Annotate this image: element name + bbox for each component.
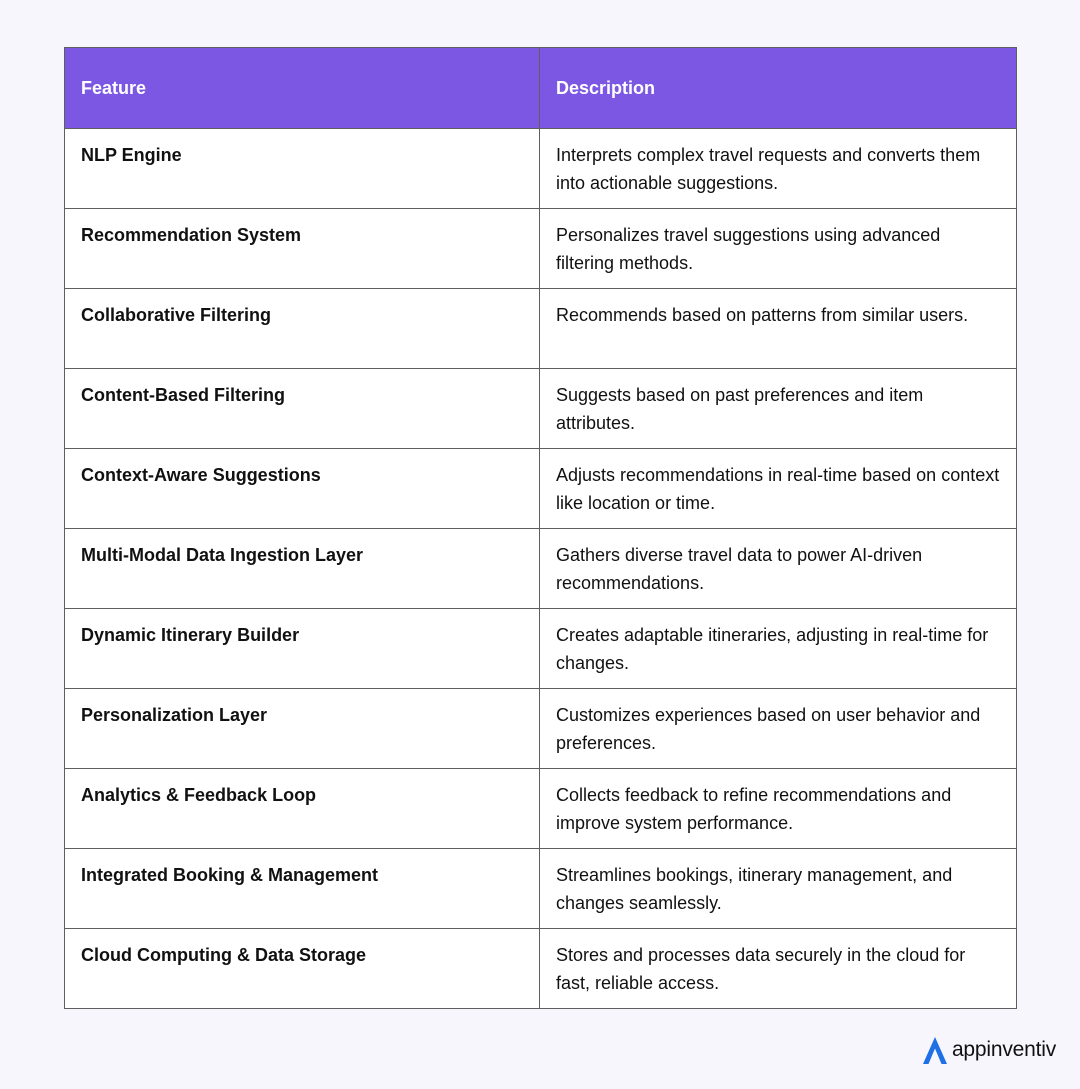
description-cell: Stores and processes data securely in the cloud for fast, reliable access.: [540, 929, 1017, 1009]
feature-cell: Multi-Modal Data Ingestion Layer: [65, 529, 540, 609]
table-row: [65, 849, 1017, 929]
description-cell: Gathers diverse travel data to power AI-driven recommendations.: [540, 529, 1017, 609]
feature-cell: Analytics & Feedback Loop: [65, 769, 540, 849]
table-row: [65, 609, 1017, 689]
description-cell: Creates adaptable itineraries, adjusting in real-time for changes.: [540, 609, 1017, 689]
table-row: [65, 929, 1017, 1009]
description-cell: Recommends based on patterns from similar users.: [540, 289, 1017, 369]
feature-column-header: Feature: [65, 48, 540, 129]
feature-cell: NLP Engine: [65, 129, 540, 209]
feature-cell: Recommendation System: [65, 209, 540, 289]
description-cell: Customizes experiences based on user behavior and preferences.: [540, 689, 1017, 769]
feature-cell: Dynamic Itinerary Builder: [65, 609, 540, 689]
table-row: [65, 369, 1017, 449]
feature-cell: Cloud Computing & Data Storage: [65, 929, 540, 1009]
table-row: [65, 209, 1017, 289]
table-row: [65, 529, 1017, 609]
feature-cell: Integrated Booking & Management: [65, 849, 540, 929]
table-row: [65, 769, 1017, 849]
feature-cell: Collaborative Filtering: [65, 289, 540, 369]
appinventiv-a-logo-icon: [922, 1035, 948, 1065]
table-row: [65, 289, 1017, 369]
description-cell: Collects feedback to refine recommendations and improve system performance.: [540, 769, 1017, 849]
description-cell: Streamlines bookings, itinerary management, and changes seamlessly.: [540, 849, 1017, 929]
feature-cell: Content-Based Filtering: [65, 369, 540, 449]
description-column-header: Description: [540, 48, 1017, 129]
feature-cell: Personalization Layer: [65, 689, 540, 769]
features-table: [64, 47, 1017, 1009]
feature-cell: Context-Aware Suggestions: [65, 449, 540, 529]
description-cell: Adjusts recommendations in real-time based on context like location or time.: [540, 449, 1017, 529]
table-row: [65, 129, 1017, 209]
table-row: [65, 449, 1017, 529]
description-cell: Interprets complex travel requests and converts them into actionable suggestions.: [540, 129, 1017, 209]
description-cell: Suggests based on past preferences and item attributes.: [540, 369, 1017, 449]
table-row: [65, 689, 1017, 769]
brand-name: appinventiv: [951, 1038, 1056, 1061]
brand-logo: [922, 1035, 1056, 1065]
description-cell: Personalizes travel suggestions using advanced filtering methods.: [540, 209, 1017, 289]
table-header-row: [65, 48, 1017, 129]
